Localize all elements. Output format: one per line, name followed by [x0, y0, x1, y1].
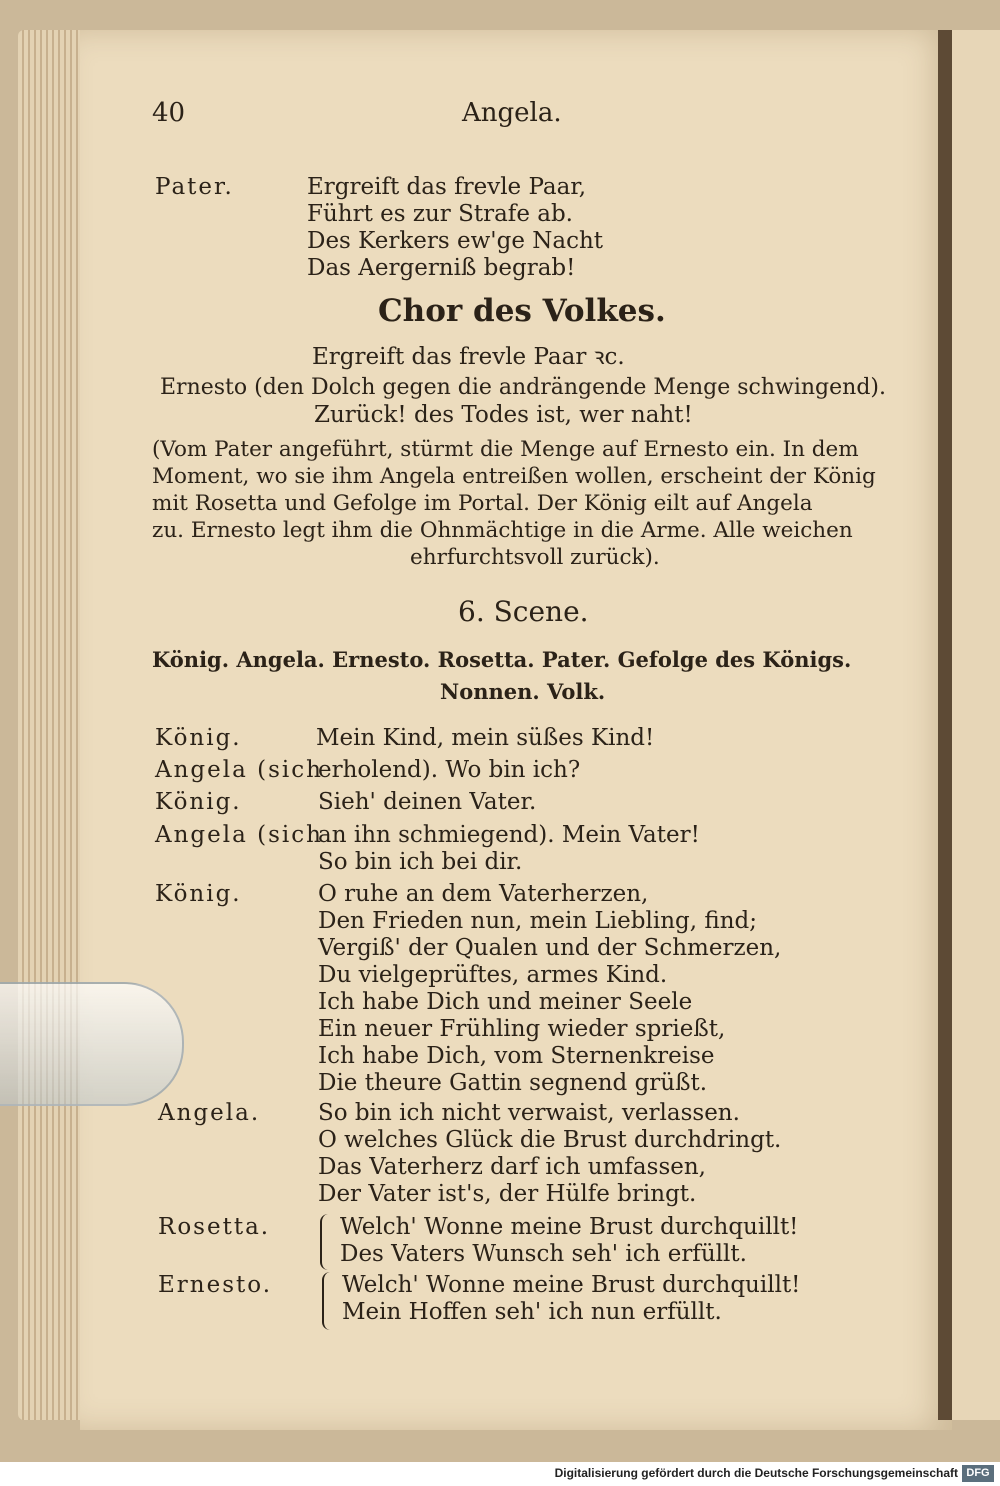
verse-line: Mein Hoffen seh' ich nun erfüllt.: [342, 1299, 722, 1325]
adjacent-page-edge: [938, 30, 1000, 1420]
verse-line: O ruhe an dem Vaterherzen,: [318, 881, 649, 907]
verse-line: Das Vaterherz darf ich umfassen,: [318, 1154, 706, 1180]
verse-line: Ich habe Dich, vom Sternenkreise: [318, 1043, 715, 1069]
speaker-koenig: König.: [155, 789, 242, 815]
stage-direction-line: mit Rosetta und Gefolge im Portal. Der König eilt auf Angela: [152, 491, 813, 516]
verse-line: Die theure Gattin segnend grüßt.: [318, 1070, 708, 1096]
page-stack-edge: [18, 30, 88, 1420]
ernesto-line: Zurück! des Todes ist, wer naht!: [314, 402, 693, 428]
dialogue-line: Sieh' deinen Vater.: [318, 789, 537, 815]
verse-line: Das Aergerniß begrab!: [307, 255, 576, 281]
speaker-rosetta: Rosetta.: [158, 1214, 271, 1240]
verse-line: So bin ich nicht verwaist, verlassen.: [318, 1100, 740, 1126]
speaker-angela: Angela (sich: [155, 822, 323, 848]
verse-line: Der Vater ist's, der Hülfe bringt.: [318, 1181, 697, 1207]
verse-line: Du vielgeprüftes, armes Kind.: [318, 962, 668, 988]
scene-title: 6. Scene.: [458, 595, 589, 628]
verse-line: Des Kerkers ew'ge Nacht: [307, 228, 604, 254]
speaker-angela: Angela (sich: [155, 757, 323, 783]
chor-heading: Chor des Volkes.: [378, 293, 666, 329]
dialogue-line: Mein Kind, mein süßes Kind!: [316, 725, 655, 751]
dialogue-line: So bin ich bei dir.: [318, 849, 523, 875]
verse-line: Des Vaters Wunsch seh' ich erfüllt.: [340, 1241, 747, 1267]
footer-bar: [0, 1462, 1000, 1486]
verse-brace: [322, 1272, 334, 1330]
verse-line: Welch' Wonne meine Brust durchquillt!: [340, 1214, 799, 1240]
verse-line: Vergiß' der Qualen und der Schmerzen,: [318, 935, 782, 961]
stage-direction-line: Moment, wo sie ihm Angela entreißen wollen, erscheint der König: [152, 464, 876, 489]
running-title: Angela.: [462, 98, 562, 128]
stage-direction-line: ehrfurchtsvoll zurück).: [410, 545, 660, 570]
chor-line: Ergreift das frevle Paar ꝛc.: [312, 344, 625, 370]
dialogue-line: erholend). Wo bin ich?: [318, 757, 581, 783]
speaker-ernesto: Ernesto.: [158, 1272, 273, 1298]
verse-line: O welches Glück die Brust durchdringt.: [318, 1127, 782, 1153]
page-clip: [0, 982, 184, 1106]
stage-direction-line: (Vom Pater angeführt, stürmt die Menge auf Ernesto ein. In dem: [152, 437, 859, 462]
ernesto-direction: Ernesto (den Dolch gegen die andrängende Menge schwingend).: [160, 375, 886, 400]
verse-line: Ergreift das frevle Paar,: [307, 174, 587, 200]
speaker-koenig: König.: [155, 725, 242, 751]
footer-credit: Digitalisierung gefördert durch die Deutsche Forschungsgemeinschaft: [554, 1466, 958, 1480]
speaker-koenig: König.: [155, 881, 242, 907]
speaker-pater: Pater.: [155, 174, 234, 200]
cast-list: König. Angela. Ernesto. Rosetta. Pater. Gefolge des Königs.: [152, 647, 852, 672]
speaker-angela: Angela.: [158, 1100, 261, 1126]
verse-brace: [320, 1214, 332, 1270]
verse-line: Ein neuer Frühling wieder sprießt,: [318, 1016, 726, 1042]
page-number: 40: [152, 98, 186, 128]
cast-list: Nonnen. Volk.: [440, 679, 606, 704]
verse-line: Den Frieden nun, mein Liebling, find;: [318, 908, 757, 934]
verse-line: Welch' Wonne meine Brust durchquillt!: [342, 1272, 801, 1298]
verse-line: Führt es zur Strafe ab.: [307, 201, 573, 227]
verse-line: Ich habe Dich und meiner Seele: [318, 989, 693, 1015]
stage-direction-line: zu. Ernesto legt ihm die Ohnmächtige in die Arme. Alle weichen: [152, 518, 853, 543]
dfg-logo: DFG: [962, 1465, 994, 1482]
dialogue-line: an ihn schmiegend). Mein Vater!: [318, 822, 700, 848]
